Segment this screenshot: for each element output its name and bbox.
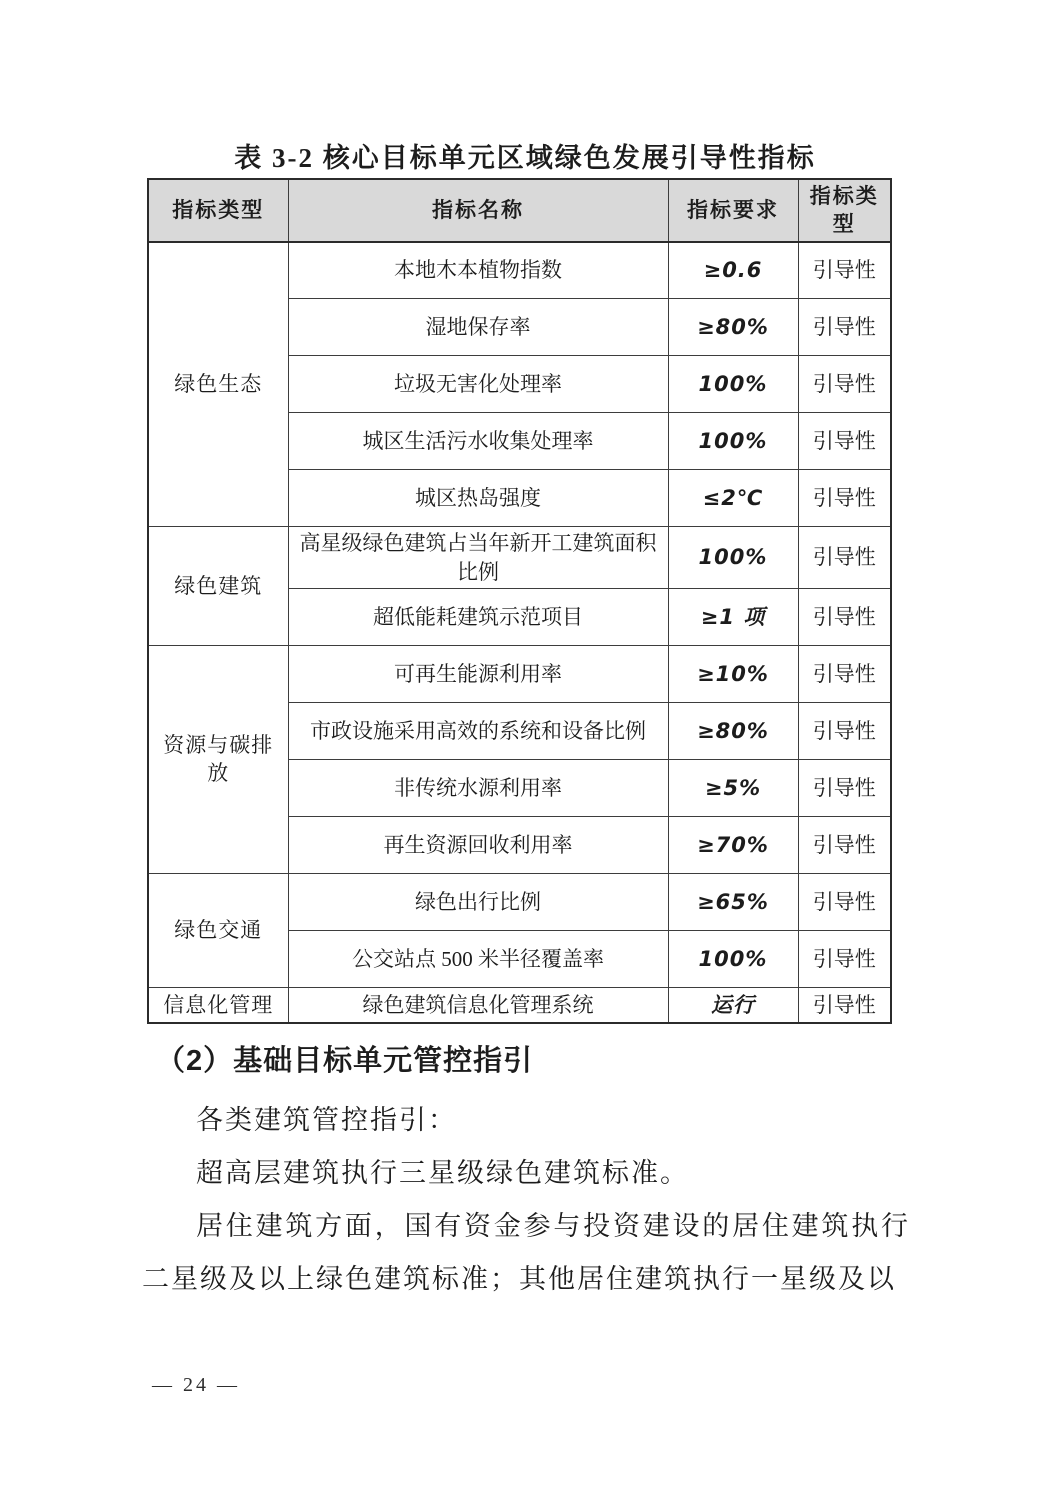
header-cell-indicator-name: 指标名称 [288,179,668,242]
table-row [148,645,891,702]
indicator-name-cell: 城区生活污水收集处理率 [288,413,668,470]
category-cell: 资源与碳排放 [148,645,288,873]
table-row [148,242,891,299]
type-cell: 引导性 [798,299,891,356]
indicator-name-cell: 本地木本植物指数 [288,242,668,299]
type-cell: 引导性 [798,356,891,413]
type-cell: 引导性 [798,527,891,589]
page-number: — 24 — [152,1374,240,1396]
paragraph: 各类建筑管控指引： [196,1105,457,1135]
indicator-name-cell: 非传统水源利用率 [288,759,668,816]
type-cell: 引导性 [798,987,891,1023]
table-title: 表 3-2 核心目标单元区域绿色发展引导性指标 [234,143,816,173]
indicator-name-cell: 再生资源回收利用率 [288,816,668,873]
indicator-name-cell: 城区热岛强度 [288,470,668,527]
table-body [148,242,891,1024]
indicator-name-cell: 高星级绿色建筑占当年新开工建筑面积比例 [288,527,668,589]
header-cell-indicator-requirement: 指标要求 [668,179,798,242]
requirement-cell: ≥65% [668,873,798,930]
table-header-row [148,179,891,242]
category-cell: 绿色交通 [148,873,288,987]
type-cell: 引导性 [798,413,891,470]
requirement-cell: 运行 [668,987,798,1023]
type-cell: 引导性 [798,470,891,527]
requirement-cell: 100% [668,527,798,589]
type-cell: 引导性 [798,759,891,816]
type-cell: 引导性 [798,588,891,645]
requirement-cell: 100% [668,356,798,413]
indicator-name-cell: 市政设施采用高效的系统和设备比例 [288,702,668,759]
requirement-cell: ≥0.6 [668,242,798,299]
indicators-table [147,178,892,1024]
type-cell: 引导性 [798,873,891,930]
type-cell: 引导性 [798,930,891,987]
requirement-cell: ≥80% [668,702,798,759]
category-cell: 绿色生态 [148,242,288,527]
category-cell: 信息化管理 [148,987,288,1023]
paragraph: 居住建筑方面，国有资金参与投资建设的居住建筑执行二星级及以上绿色建筑标准；其他居住建筑执行一星级及以 [142,1211,910,1294]
requirement-cell: ≥5% [668,759,798,816]
indicator-name-cell: 绿色出行比例 [288,873,668,930]
paragraph: 超高层建筑执行三星级绿色建筑标准。 [196,1158,689,1188]
type-cell: 引导性 [798,702,891,759]
requirement-cell: 100% [668,413,798,470]
type-cell: 引导性 [798,645,891,702]
category-cell: 绿色建筑 [148,527,288,646]
indicator-name-cell: 湿地保存率 [288,299,668,356]
indicator-name-cell: 垃圾无害化处理率 [288,356,668,413]
section-heading: （2）基础目标单元管控指引 [156,1045,534,1077]
table-row [148,527,891,589]
requirement-cell: ≥1 项 [668,588,798,645]
indicator-name-cell: 超低能耗建筑示范项目 [288,588,668,645]
indicator-name-cell: 可再生能源利用率 [288,645,668,702]
table-row [148,987,891,1023]
type-cell: 引导性 [798,242,891,299]
body-text-block [142,1094,910,1306]
indicator-name-cell: 公交站点 500 米半径覆盖率 [288,930,668,987]
requirement-cell: ≥70% [668,816,798,873]
header-cell-indicator-category: 指标类型 [148,179,288,242]
header-cell-indicator-type: 指标类型 [798,179,891,242]
indicator-name-cell: 绿色建筑信息化管理系统 [288,987,668,1023]
requirement-cell: ≤2℃ [668,470,798,527]
type-cell: 引导性 [798,816,891,873]
requirement-cell: ≥10% [668,645,798,702]
requirement-cell: ≥80% [668,299,798,356]
table-row [148,873,891,930]
requirement-cell: 100% [668,930,798,987]
